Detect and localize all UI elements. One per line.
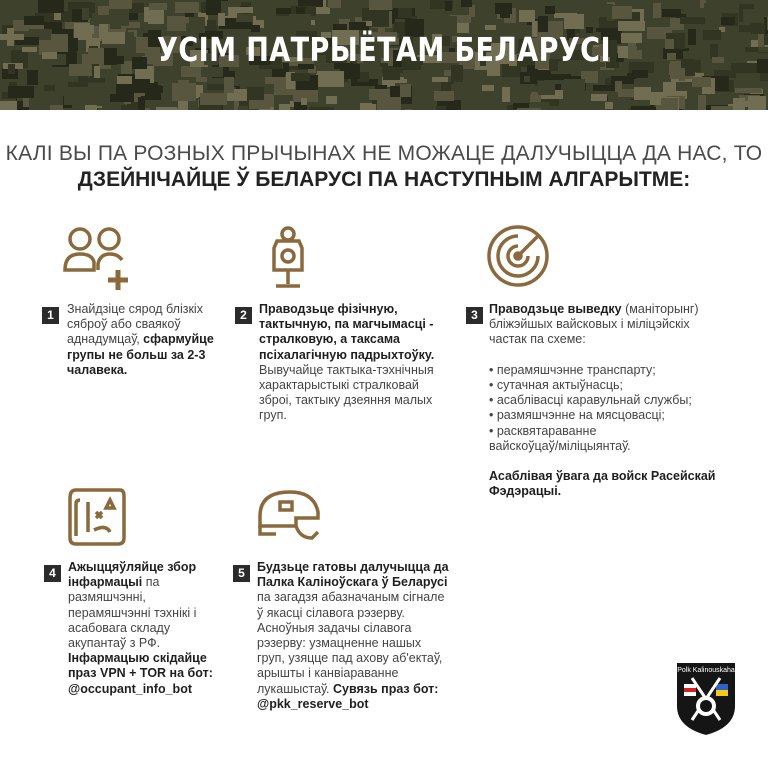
step-4-line: асабовага складу (68, 620, 171, 635)
step-2-text (259, 302, 459, 424)
step-3-line: частак па схеме: (489, 332, 586, 347)
step-2-line: псіхалагічную падрыхтоўку. (259, 347, 435, 362)
step-1-line: сяброў або сваякоў (67, 317, 181, 332)
step-5-line: арышты і канвіараванне (257, 666, 399, 681)
step-4-line: Ажыццяўляйце збор (68, 560, 197, 574)
step-3-line: Праводзьце выведку (маніторынг) (489, 302, 699, 316)
logo-text: Polk Kalinouskaha (677, 667, 735, 674)
step-2-line: Вывучайце тактыка-тэхнічныя (259, 362, 434, 377)
step-1-line: чалавека. (67, 362, 128, 377)
step-3-line: • размяшчэнне на мясцовасці; (489, 408, 665, 423)
step-2-line: груп. (259, 408, 287, 423)
step-number-4: 4 (44, 565, 61, 582)
step-5-line: @pkk_reserve_bot (257, 696, 369, 711)
header-banner (0, 0, 768, 110)
step-3-text (489, 302, 739, 500)
step-3-line (489, 454, 739, 469)
step-1-line: Знайдзіце сярод блізкіх (67, 302, 203, 316)
step-5-line: Палка Каліноўскага ў Беларусі (257, 575, 448, 590)
step-4-line: Інфармацыю скідайце (68, 651, 207, 666)
banner-title: УСІМ ПАТРЫЁТАМ БЕЛАРУСІ (157, 30, 611, 69)
step-2-line: тактычную, па магчымасці - (259, 317, 434, 332)
step-2-line: характарыстыкі стралковай (259, 378, 419, 393)
intro-line-2: ДЗЕЙНІЧАЙЦЕ Ў БЕЛАРУСІ ПА НАСТУПНЫМ АЛГАРЫТМЕ: (77, 168, 691, 191)
step-5-line: па загадзя абазначаным сігнале (257, 590, 445, 605)
step-3-line: • расквятараванне (489, 423, 597, 438)
step-3-line (489, 348, 739, 363)
step-5-line: Асноўныя задачы сілавога (257, 620, 412, 635)
step-2-line: зброі, тактыку дзеяння малых (259, 393, 433, 408)
step-5-line: Будзьце гатовы далучыцца да (257, 560, 449, 574)
helmet-icon (256, 490, 322, 540)
step-1-line: групы не больш за 2-3 (67, 347, 206, 362)
step-4-line: акупантаў з РФ. (68, 636, 161, 651)
step-4-line: праз VPN + TOR на бот: (68, 666, 213, 681)
step-3-line: вайскоўцаў/міліцыянтаў. (489, 438, 631, 453)
radar-icon (486, 224, 550, 288)
step-4-line: размяшчэнні, (68, 590, 146, 605)
step-5-line: лукашыстаў. Сувязь праз бот: (257, 681, 439, 696)
step-number-2: 2 (235, 307, 252, 324)
map-icon (66, 488, 128, 546)
step-2-line: Праводзьце фізічную, (259, 302, 398, 316)
intro-line-1: КАЛІ ВЫ ПА РОЗНЫХ ПРЫЧЫНАХ НЕ МОЖАЦЕ ДАЛУЧЫЦЦА ДА НАС, ТО (5, 142, 763, 165)
step-1-text (67, 302, 232, 378)
step-1-line: аднадумцаў, сфармуйце (67, 332, 214, 347)
shooting-target-icon (268, 226, 308, 292)
step-number-3: 3 (466, 307, 483, 324)
step-5-line: груп, узяцце пад ахову аб'ектаў, (257, 651, 443, 666)
step-number-1: 1 (42, 307, 59, 324)
group-add-icon (62, 226, 136, 292)
regiment-emblem-icon (672, 658, 740, 738)
step-4-line: інфармацыі па (68, 575, 160, 590)
step-5-text (257, 560, 472, 712)
step-number-5: 5 (233, 565, 250, 582)
step-3-line: • сутачная актыўнасць; (489, 378, 623, 393)
step-3-line: Фэдэрацыі. (489, 484, 562, 499)
step-3-line: бліжэйшых вайсковых і міліцэйскіх (489, 317, 690, 332)
step-3-line: • асаблівасці каравульнай службы; (489, 393, 692, 408)
step-5-line: рэзерву: узмацненне нашых (257, 636, 422, 651)
step-5-line: ў якасці сілавога рэзерву. (257, 605, 405, 620)
step-2-line: стралковую, а таксама (259, 332, 400, 347)
step-3-line: • перамяшчэнне транспарту; (489, 362, 656, 377)
step-4-line: @occupant_info_bot (68, 681, 192, 696)
step-4-line: перамяшчэнні тэхнікі і (68, 605, 197, 620)
step-4-text (68, 560, 233, 697)
step-3-line: Асаблівая ўвага да войск Расейскай (489, 469, 716, 484)
